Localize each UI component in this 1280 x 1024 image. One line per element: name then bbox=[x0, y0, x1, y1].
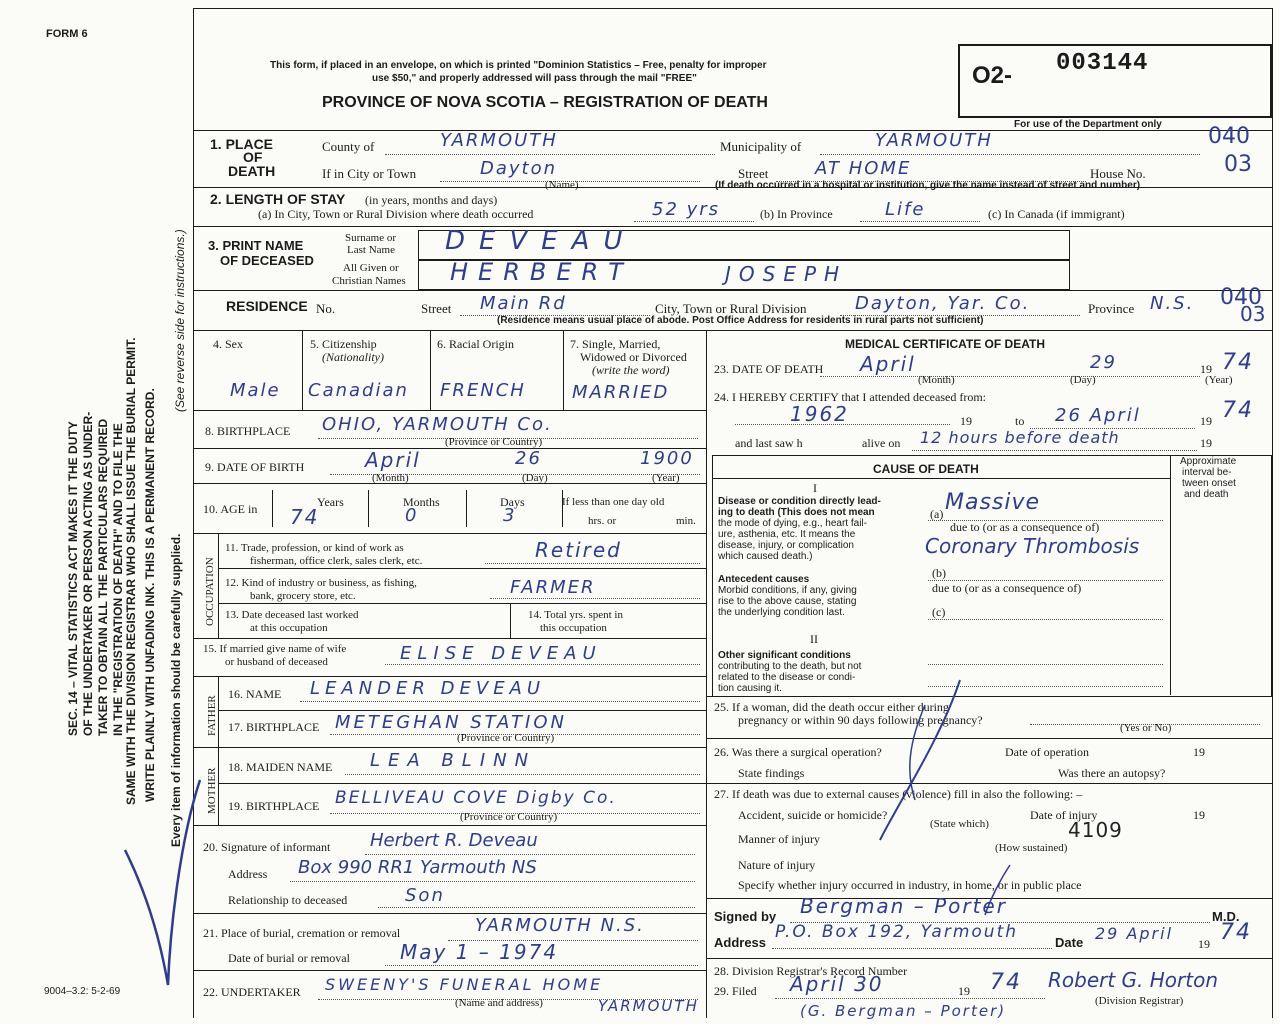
other-cond-4: tion causing it. bbox=[718, 683, 782, 694]
residence-city-value: Dayton, Yar. Co. bbox=[855, 293, 1031, 314]
print-code: 9004–3.2: 5-2-69 bbox=[44, 986, 121, 997]
cause-roman-2: II bbox=[810, 632, 818, 646]
marital-label-3: (write the word) bbox=[592, 363, 670, 377]
mail-notice-line2: use $50," and properly addressed will pass through the mail "FREE" bbox=[372, 73, 697, 84]
marital-label-2: Widowed or Divorced bbox=[580, 350, 687, 364]
municipality-value: YARMOUTH bbox=[875, 130, 993, 151]
name-label: 3. PRINT NAME bbox=[208, 238, 304, 253]
injury-19: 19 bbox=[1193, 808, 1205, 822]
q15-label-1: 15. If married give name of wife bbox=[203, 643, 347, 655]
dept-code-county: 040 bbox=[1208, 124, 1250, 149]
careful-note: Every item of information should be carefully supplied. bbox=[169, 533, 183, 847]
birthplace-caption: (Province or Country) bbox=[445, 436, 543, 448]
father-side-label: FATHER bbox=[206, 695, 218, 736]
sex-value: Male bbox=[230, 380, 281, 401]
q12-label-2: bank, grocery store, etc. bbox=[250, 590, 356, 602]
father-birthplace-label: 17. BIRTHPLACE bbox=[228, 720, 320, 734]
sec14-line6: WRITE PLAINLY WITH UNFADING INK. THIS IS A PERMANENT RECORD. bbox=[143, 388, 157, 802]
given-value-1: HERBERT bbox=[450, 258, 633, 286]
slash-stroke bbox=[880, 680, 960, 840]
reverse-side-note: (See reverse side for instructions.) bbox=[173, 229, 187, 412]
q12-value: FARMER bbox=[510, 577, 596, 598]
signoff-19: 19 bbox=[1198, 937, 1210, 951]
sec14-line4: IN THE "REGISTRATION OF DEATH" AND TO FILE THE bbox=[111, 423, 125, 736]
city-value: Dayton bbox=[480, 158, 558, 179]
dob-year-caption: (Year) bbox=[652, 472, 680, 484]
burial-place-label: 21. Place of burial, cremation or removal bbox=[203, 926, 401, 940]
interval-label-4: and death bbox=[1184, 489, 1229, 500]
death-day: 29 bbox=[1090, 352, 1117, 373]
informant-sig-label: 20. Signature of informant bbox=[203, 840, 331, 854]
form-number-label: FORM 6 bbox=[46, 28, 88, 40]
min-label: min. bbox=[676, 515, 696, 527]
cause-b-value: Coronary Thrombosis bbox=[925, 534, 1140, 558]
state-which: (State which) bbox=[930, 818, 989, 830]
relationship-value: Son bbox=[405, 885, 445, 906]
age-years-value: 74 bbox=[290, 505, 320, 529]
hrs-label: hrs. or bbox=[588, 515, 617, 527]
age-label: 10. AGE in bbox=[203, 502, 258, 516]
registration-number: 003144 bbox=[1056, 50, 1149, 77]
dob-label: 9. DATE OF BIRTH bbox=[205, 460, 305, 474]
cause-heading: CAUSE OF DEATH bbox=[873, 462, 979, 476]
surname-value: DEVEAU bbox=[445, 226, 637, 256]
slash-stroke bbox=[910, 705, 925, 800]
interval-label-1: Approximate bbox=[1180, 456, 1237, 467]
certify-from-19: 19 bbox=[960, 414, 972, 428]
mother-name-value: LEA BLINN bbox=[370, 750, 537, 771]
informant-address-label: Address bbox=[228, 867, 268, 881]
operation-date-label: Date of operation bbox=[1005, 745, 1089, 759]
cause-roman-1: I bbox=[813, 481, 817, 495]
operation-19: 19 bbox=[1193, 745, 1205, 759]
department-use-label: For use of the Department only bbox=[1014, 119, 1162, 130]
relationship-label: Relationship to deceased bbox=[228, 893, 348, 907]
birthplace-label: 8. BIRTHPLACE bbox=[205, 424, 291, 438]
stay-a-label: (a) In City, Town or Rural Division where death occurred bbox=[258, 207, 534, 221]
registrar-signature: Robert G. Horton bbox=[1048, 968, 1219, 992]
age-months-value: 0 bbox=[405, 505, 419, 526]
filed-value: April 30 bbox=[790, 972, 884, 996]
age-days-value: 3 bbox=[503, 505, 517, 526]
q26-label: 26. Was there a surgical operation? bbox=[714, 745, 882, 759]
q15-value: ELISE DEVEAU bbox=[400, 643, 602, 664]
hospital-note: (If death occurred in a hospital or institution, give the name instead of street and number) bbox=[715, 180, 1141, 191]
sex-label: 4. Sex bbox=[213, 337, 243, 351]
direct-cause-1: Disease or condition directly lead- bbox=[718, 496, 881, 507]
q13-label-2: at this occupation bbox=[250, 622, 328, 634]
signoff-address-label: Address bbox=[714, 935, 767, 950]
death-year-caption: (Year) bbox=[1205, 374, 1233, 386]
direct-cause-6: which caused death.) bbox=[718, 551, 813, 562]
cause-a-value: Massive bbox=[945, 490, 1041, 515]
slash-stroke bbox=[985, 865, 1010, 915]
burial-date-label: Date of burial or removal bbox=[228, 951, 350, 965]
signoff-date-label: Date bbox=[1055, 935, 1084, 950]
findings-label: State findings bbox=[738, 766, 805, 780]
death-day-caption: (Day) bbox=[1070, 374, 1096, 386]
injury-date-label: Date of injury bbox=[1030, 808, 1098, 822]
antecedent-4: the underlying condition last. bbox=[718, 607, 845, 618]
given-label-2: Christian Names bbox=[332, 275, 406, 287]
mother-prov-caption: (Province or Country) bbox=[460, 811, 558, 823]
age-days-label: Days bbox=[500, 495, 525, 509]
cause-due-to-1: due to (or as a consequence of) bbox=[950, 520, 1100, 534]
antecedent-1: Antecedent causes bbox=[718, 574, 810, 585]
stay-b-value: Life bbox=[885, 199, 926, 220]
age-months-label: Months bbox=[403, 495, 440, 509]
specify-label: Specify whether injury occurred in industry, in home, or in public place bbox=[738, 878, 1082, 892]
last-seen-value: 12 hours before death bbox=[920, 428, 1120, 447]
dob-year: 1900 bbox=[640, 448, 694, 469]
res-code-county: 040 bbox=[1220, 285, 1262, 310]
manner-label: Manner of injury bbox=[738, 832, 820, 846]
stay-c-label: (c) In Canada (if immigrant) bbox=[988, 207, 1125, 221]
certify-to: 26 April bbox=[1055, 405, 1141, 426]
antecedent-2: Morbid conditions, if any, giving bbox=[718, 585, 857, 596]
stay-sublabel: (in years, months and days) bbox=[365, 193, 498, 207]
mother-side-label: MOTHER bbox=[206, 767, 218, 814]
sec14-line3: TAKER TO OBTAIN ALL THE PARTICULARS REQUIRED bbox=[96, 418, 110, 736]
dob-day-caption: (Day) bbox=[522, 472, 548, 484]
residence-street-label: Street bbox=[421, 301, 452, 316]
marital-value: MARRIED bbox=[572, 382, 670, 403]
nature-label: Nature of injury bbox=[738, 858, 816, 872]
q25-label-2: pregnancy or within 90 days following pregnancy? bbox=[738, 713, 983, 727]
form-title: PROVINCE OF NOVA SCOTIA – REGISTRATION OF DEATH bbox=[322, 94, 768, 111]
racial-value: FRENCH bbox=[440, 380, 526, 401]
last-saw-label: and last saw h bbox=[735, 436, 803, 450]
mother-birthplace-label: 19. BIRTHPLACE bbox=[228, 799, 320, 813]
street-value: AT HOME bbox=[815, 158, 912, 179]
burial-place-value: YARMOUTH N.S. bbox=[475, 915, 645, 936]
q25-yes-no: (Yes or No) bbox=[1120, 722, 1172, 734]
alive-on-label: alive on bbox=[862, 436, 901, 450]
signoff-date: 29 April bbox=[1095, 924, 1174, 943]
dept-code-town: 03 bbox=[1224, 152, 1252, 177]
filed-year: 74 bbox=[990, 970, 1022, 995]
undertaker-caption: (Name and address) bbox=[455, 997, 543, 1009]
informant-signature: Herbert R. Deveau bbox=[370, 830, 538, 851]
surname-label-2: Last Name bbox=[347, 244, 395, 256]
mother-birthplace-value: BELLIVEAU COVE Digby Co. bbox=[335, 788, 617, 808]
signed-by-label: Signed by bbox=[714, 909, 777, 924]
accident-label: Accident, suicide or homicide? bbox=[738, 808, 888, 822]
place-label-of: OF bbox=[243, 149, 263, 165]
cause-b-label: (b) bbox=[932, 566, 946, 580]
q12-label-1: 12. Kind of industry or business, as fishing, bbox=[225, 577, 417, 589]
given-value-2: JOSEPH bbox=[725, 262, 848, 286]
undertaker-town: YARMOUTH bbox=[598, 997, 699, 1015]
informant-address: Box 990 RR1 Yarmouth NS bbox=[298, 857, 537, 878]
sec14-line2: OF THE UNDERTAKER OR PERSON ACTING AS UNDER- bbox=[81, 411, 95, 736]
other-cond-3: related to the disease or condi- bbox=[718, 672, 856, 683]
father-prov-caption: (Province or Country) bbox=[457, 732, 555, 744]
cause-due-to-2: due to (or as a consequence of) bbox=[932, 581, 1082, 595]
age-years-label: Years bbox=[317, 495, 344, 509]
father-name-label: 16. NAME bbox=[228, 687, 282, 701]
city-name-caption: (Name) bbox=[545, 179, 579, 191]
cause-a-label: (a) bbox=[930, 507, 944, 521]
death-month-caption: (Month) bbox=[918, 374, 955, 386]
other-cond-2: contributing to the death, but not bbox=[718, 661, 862, 672]
surname-label: Surname or bbox=[345, 232, 397, 244]
q14-label-1: 14. Total yrs. spent in bbox=[528, 609, 623, 621]
interval-label-2: interval be- bbox=[1182, 467, 1232, 478]
dob-day: 26 bbox=[515, 448, 542, 469]
res-code-town: 03 bbox=[1240, 302, 1266, 326]
signoff-address: P.O. Box 192, Yarmouth bbox=[775, 922, 1019, 942]
citizenship-label: 5. Citizenship bbox=[310, 337, 377, 351]
death-year: 74 bbox=[1222, 350, 1254, 375]
undertaker-label: 22. UNDERTAKER bbox=[203, 985, 301, 999]
q13-label-1: 13. Date deceased last worked bbox=[225, 609, 359, 621]
city-label: If in City or Town bbox=[322, 166, 417, 181]
stay-a-value: 52 yrs bbox=[652, 199, 721, 220]
residence-street-value: Main Rd bbox=[480, 293, 567, 314]
interval-label-3: tween onset bbox=[1182, 478, 1236, 489]
birthplace-value: OHIO, YARMOUTH Co. bbox=[322, 414, 553, 435]
mail-notice-line1: This form, if placed in an envelope, on which is printed "Dominion Statistics – Free, penalty for improper bbox=[270, 60, 767, 71]
how-sustained: (How sustained) bbox=[995, 842, 1068, 854]
name-label-2: OF DECEASED bbox=[220, 253, 314, 268]
father-name-value: LEANDER DEVEAU bbox=[310, 678, 546, 699]
q11-value: Retired bbox=[535, 538, 622, 562]
q27-label: 27. If death was due to external causes (violence) fill in also the following: – bbox=[714, 787, 1083, 801]
direct-cause-5: disease, injury, or complication bbox=[718, 540, 854, 551]
stay-b-label: (b) In Province bbox=[760, 207, 833, 221]
signoff-year: 74 bbox=[1220, 920, 1252, 945]
last-seen-19: 19 bbox=[1200, 436, 1212, 450]
residence-note: (Residence means usual place of abode. Post Office Address for residents in rural parts not sufficient) bbox=[497, 315, 984, 326]
q28-label: 28. Division Registrar's Record Number bbox=[714, 964, 908, 978]
md-label: M.D. bbox=[1212, 909, 1240, 924]
certify-to-year: 74 bbox=[1222, 398, 1254, 423]
antecedent-3: rise to the above cause, stating bbox=[718, 596, 857, 607]
citizenship-sub: (Nationality) bbox=[322, 350, 384, 364]
q11-label-2: fisherman, office clerk, sales clerk, etc. bbox=[250, 555, 423, 567]
mother-name-label: 18. MAIDEN NAME bbox=[228, 760, 333, 774]
residence-label: RESIDENCE bbox=[226, 298, 308, 314]
county-value: YARMOUTH bbox=[440, 130, 558, 151]
given-label: All Given or bbox=[343, 262, 399, 274]
father-birthplace-value: METEGHAN STATION bbox=[335, 712, 567, 733]
residence-province-value: N.S. bbox=[1150, 293, 1195, 314]
signed-by-value: Bergman – Porter bbox=[800, 894, 1007, 918]
registrar-caption: (Division Registrar) bbox=[1095, 995, 1184, 1007]
other-cond-1: Other significant conditions bbox=[718, 650, 851, 661]
certify-label: 24. I HEREBY CERTIFY that I attended deceased from: bbox=[714, 390, 986, 404]
place-label: 1. PLACE bbox=[210, 136, 274, 152]
house-label: House No. bbox=[1090, 166, 1146, 181]
direct-cause-2: ing to death (This does not mean bbox=[718, 507, 875, 518]
death-19: 19 bbox=[1200, 362, 1212, 376]
check-mark-stroke bbox=[125, 780, 200, 985]
less-than-day-label: If less than one day old bbox=[562, 496, 665, 508]
q14-label-2: this occupation bbox=[540, 622, 607, 634]
filed-19: 19 bbox=[958, 984, 970, 998]
sec14-line1: SEC. 14 – VITAL STATISTICS ACT MAKES IT THE DUTY bbox=[66, 421, 80, 736]
dob-month: April bbox=[365, 448, 421, 472]
undertaker-value: SWEENY'S FUNERAL HOME bbox=[325, 975, 604, 994]
residence-no-label: No. bbox=[316, 301, 336, 316]
registration-prefix: O2- bbox=[972, 62, 1013, 89]
certify-to-label: to bbox=[1015, 414, 1025, 428]
death-month: April bbox=[860, 352, 916, 376]
county-label: County of bbox=[322, 139, 375, 154]
burial-date-value: May 1 – 1974 bbox=[400, 940, 559, 964]
place-label-death: DEATH bbox=[228, 163, 276, 179]
death-date-label: 23. DATE OF DEATH bbox=[714, 362, 824, 376]
stamp-name: (G. Bergman – Porter) bbox=[800, 1002, 1007, 1020]
marital-label-1: 7. Single, Married, bbox=[570, 337, 661, 351]
occupation-side-label: OCCUPATION bbox=[204, 557, 216, 626]
autopsy-label: Was there an autopsy? bbox=[1058, 766, 1166, 780]
q11-label-1: 11. Trade, profession, or kind of work as bbox=[225, 542, 404, 554]
stay-label: 2. LENGTH OF STAY bbox=[210, 191, 346, 207]
citizenship-value: Canadian bbox=[308, 380, 409, 401]
q15-label-2: or husband of deceased bbox=[225, 656, 328, 668]
certify-to-19: 19 bbox=[1200, 414, 1212, 428]
direct-cause-3: the mode of dying, e.g., heart fail- bbox=[718, 518, 867, 529]
sec14-line5: SAME WITH THE DIVISION REGISTRAR WHO SHALL ISSUE THE BURIAL PERMIT. bbox=[124, 337, 138, 805]
residence-province-label: Province bbox=[1088, 301, 1135, 316]
direct-cause-4: ure, asthenia, etc. It means the bbox=[718, 529, 856, 540]
dob-month-caption: (Month) bbox=[372, 472, 409, 484]
q29-label: 29. Filed bbox=[714, 984, 757, 998]
street-label: Street bbox=[738, 166, 769, 181]
medical-heading: MEDICAL CERTIFICATE OF DEATH bbox=[845, 337, 1045, 351]
q25-label-1: 25. If a woman, did the death occur either during bbox=[714, 700, 949, 714]
cause-c-label: (c) bbox=[932, 605, 946, 619]
racial-label: 6. Racial Origin bbox=[437, 337, 514, 351]
certify-from: 1962 bbox=[790, 402, 849, 426]
residence-city-label: City, Town or Rural Division bbox=[655, 301, 807, 316]
manner-value: 4109 bbox=[1068, 818, 1123, 842]
municipality-label: Municipality of bbox=[720, 139, 802, 154]
